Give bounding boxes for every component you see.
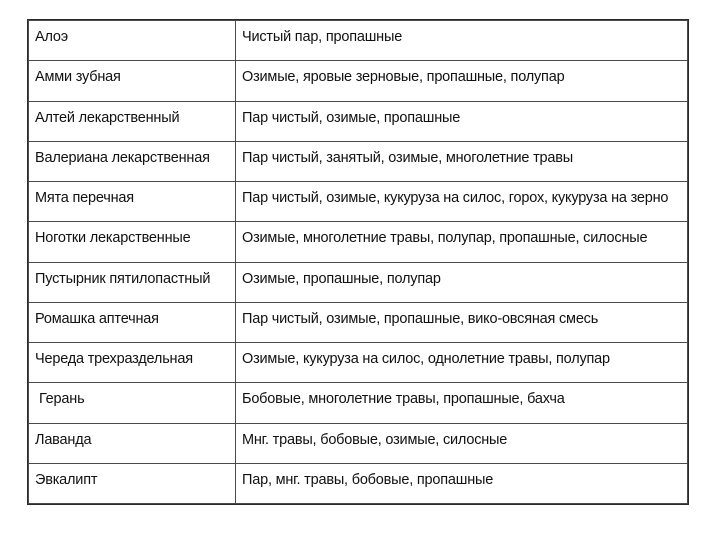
predecessors-cell: Озимые, яровые зерновые, пропашные, полупар (236, 61, 688, 101)
table-row (29, 262, 688, 302)
predecessors-cell: Озимые, пропашные, полупар (236, 262, 688, 302)
table-row (29, 101, 688, 141)
table-body (29, 21, 688, 504)
plant-name-cell: Ноготки лекарственные (29, 222, 236, 262)
table-row (29, 343, 688, 383)
plant-name-cell: Лаванда (29, 423, 236, 463)
plant-name-cell: Эвкалипт (29, 463, 236, 503)
plant-name-cell: Череда трехраздельная (29, 343, 236, 383)
table-row (29, 423, 688, 463)
crop-predecessor-table-container (27, 19, 689, 505)
table-row (29, 222, 688, 262)
plant-name-cell: Алтей лекарственный (29, 101, 236, 141)
predecessors-cell: Пар чистый, озимые, пропашные (236, 101, 688, 141)
predecessors-cell: Чистый пар, пропашные (236, 21, 688, 61)
table-row (29, 182, 688, 222)
plant-name-cell: Герань (29, 383, 236, 423)
table-row (29, 141, 688, 181)
table-row (29, 383, 688, 423)
plant-name-cell: Пустырник пятилопастный (29, 262, 236, 302)
predecessors-cell: Пар чистый, занятый, озимые, многолетние травы (236, 141, 688, 181)
table-row (29, 463, 688, 503)
plant-name-cell: Мята перечная (29, 182, 236, 222)
plant-name-cell: Алоэ (29, 21, 236, 61)
plant-name-cell: Валериана лекарственная (29, 141, 236, 181)
predecessors-cell: Озимые, многолетние травы, полупар, пропашные, силосные (236, 222, 688, 262)
table-row (29, 21, 688, 61)
plant-name-cell: Амми зубная (29, 61, 236, 101)
crop-predecessor-table (28, 20, 688, 504)
table-row (29, 61, 688, 101)
table-row (29, 302, 688, 342)
predecessors-cell: Озимые, кукуруза на силос, однолетние травы, полупар (236, 343, 688, 383)
plant-name-cell: Ромашка аптечная (29, 302, 236, 342)
predecessors-cell: Пар чистый, озимые, пропашные, вико-овсяная смесь (236, 302, 688, 342)
predecessors-cell: Пар чистый, озимые, кукуруза на силос, горох, кукуруза на зерно (236, 182, 688, 222)
predecessors-cell: Пар, мнг. травы, бобовые, пропашные (236, 463, 688, 503)
predecessors-cell: Бобовые, многолетние травы, пропашные, бахча (236, 383, 688, 423)
predecessors-cell: Мнг. травы, бобовые, озимые, силосные (236, 423, 688, 463)
